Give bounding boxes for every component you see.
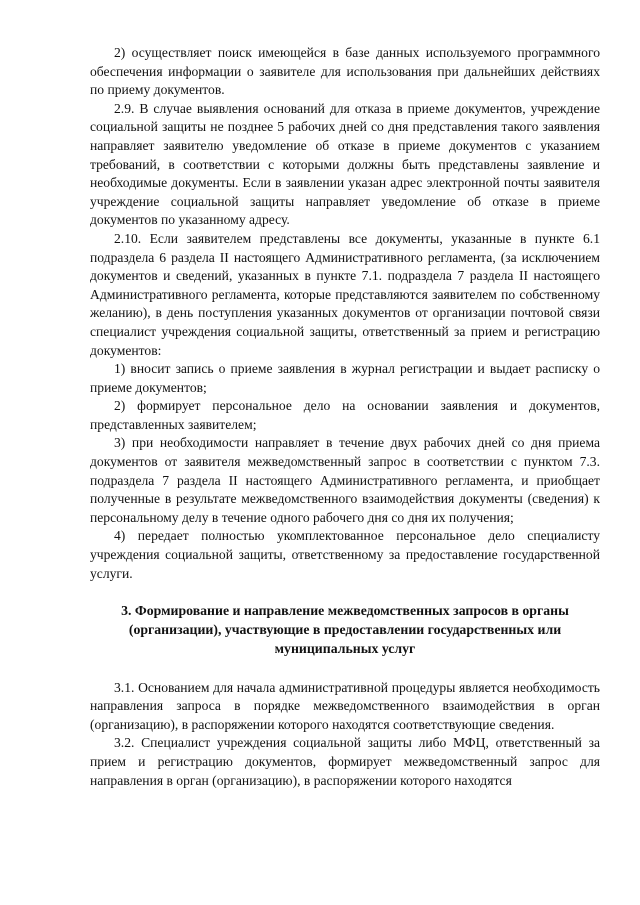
document-page xyxy=(90,44,600,790)
paragraph-3-2: 3.2. Специалист учреждения социальной защиты либо МФЦ, ответственный за прием и регистрацию документов, формирует межведомственный запрос для направления в орган (организацию), в распоряжении которого находятся xyxy=(90,735,600,788)
paragraph-3-1: 3.1. Основанием для начала административной процедуры является необходимость направления запроса в порядке межведомственного взаимодействия в орган (организацию), в распоряжении которого находятся соответствующие сведения. xyxy=(90,679,600,732)
list-item-2: 2) формирует персональное дело на основании заявления и документов, представленных заявителем; xyxy=(90,398,600,432)
list-item-4: 4) передает полностью укомплектованное персональное дело специалисту учреждения социальной защиты, ответственному за предоставление государственной услуги. xyxy=(90,528,600,581)
section-heading: 3. Формирование и направление межведомственных запросов в органы (организации), участвующие в предоставлении государственных или муниципальных услуг xyxy=(121,603,569,656)
paragraph-search-info: 2) осуществляет поиск имеющейся в базе данных используемого программного обеспечения информации о заявителе для использования при дальнейших действиях по приему документов. xyxy=(90,45,600,98)
list-item-1: 1) вносит запись о приеме заявления в журнал регистрации и выдает расписку о приеме документов; xyxy=(90,361,600,395)
paragraph-2-10: 2.10. Если заявителем представлены все документы, указанные в пункте 6.1 подраздела 6 раздела II настоящего Административного регламента, (за исключением документов и сведений, указанных в пункте 7.1. подраздела 7 раздела II настоящего Административного регламента, которые представляются заявителем по собственному желанию), в день поступления указанных документов от организации почтовой связи специалист учреждения социальной защиты, ответственный за прием и регистрацию документов: xyxy=(90,230,600,358)
paragraph-2-9: 2.9. В случае выявления оснований для отказа в приеме документов, учреждение социальной защиты не позднее 5 рабочих дней со дня представления такого заявления направляет заявителю уведомление об отказе в приеме документов с указанием требований, в соответствии с которыми должны быть представлены заявление и необходимые документы. Если в заявлении указан адрес электронной почты заявителя учреждение социальной защиты направляет уведомление об отказе в приеме документов по указанному адресу. xyxy=(90,100,600,228)
list-item-3: 3) при необходимости направляет в течение двух рабочих дней со дня приема документов от заявителя межведомственный запрос в соответствии с пунктом 7.3. подраздела 7 раздела II настоящего Административного регламента, и приобщает полученные в результате межведомственного взаимодействия документы (сведения) к персональному делу в течение одного рабочего дня со дня их получения; xyxy=(90,435,600,525)
